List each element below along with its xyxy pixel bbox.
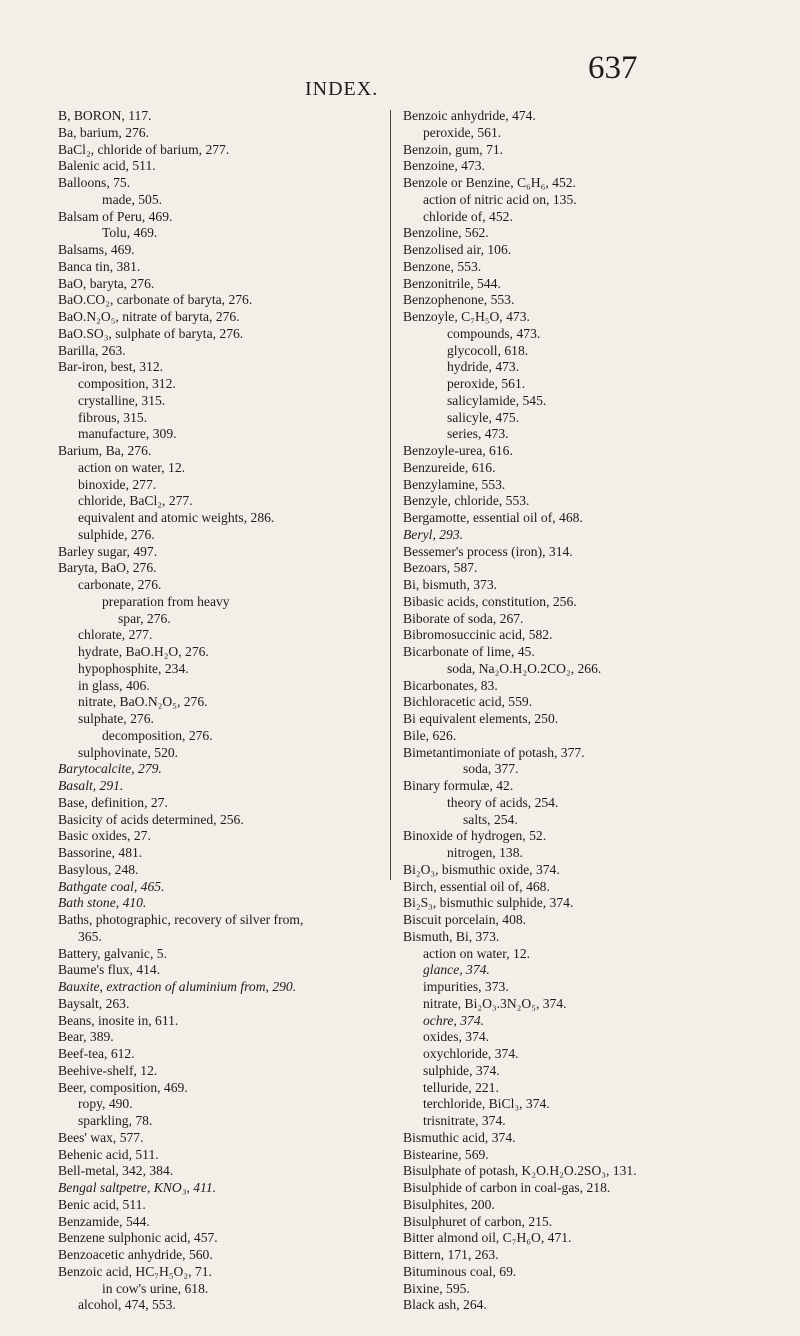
index-entry: compounds, 473. xyxy=(447,325,541,341)
index-entry: Benzone, 553. xyxy=(403,258,482,274)
index-entry: nitrate, BaO.N₂O₅, 276. xyxy=(78,694,208,710)
index-entry: glance, 374. xyxy=(423,962,490,978)
index-entry: chlorate, 277. xyxy=(78,627,153,643)
index-entry: soda, Na₂O.H₂O.2CO₂, 266. xyxy=(447,660,602,676)
index-entry: chloride of, 452. xyxy=(423,208,513,224)
index-entry: Birch, essential oil of, 468. xyxy=(403,878,550,894)
index-entry: Behenic acid, 511. xyxy=(58,1146,159,1162)
index-entry: Benzoacetic anhydride, 560. xyxy=(58,1247,213,1262)
index-entry: Bicarbonate of lime, 45. xyxy=(403,644,535,659)
index-entry: Baume's flux, 414. xyxy=(58,962,161,978)
index-entry: spar, 276. xyxy=(118,610,171,626)
index-entry: terchloride, BiCl₃, 374. xyxy=(423,1096,550,1112)
index-entry: BaCl₂, chloride of barium, 277. xyxy=(58,141,230,157)
index-entry: Bezoars, 587. xyxy=(403,560,478,576)
index-entry: Bi, bismuth, 373. xyxy=(403,577,498,592)
index-entry: Bisulphide of carbon in coal-gas, 218. xyxy=(403,1180,611,1195)
index-entry: Bi equivalent elements, 250. xyxy=(403,711,559,726)
index-entry: Beans, inosite in, 611. xyxy=(58,1012,179,1028)
index-entry: oxides, 374. xyxy=(423,1029,490,1045)
index-entry: hypophosphite, 234. xyxy=(78,660,189,676)
index-entry: theory of acids, 254. xyxy=(447,794,559,810)
index-entry: Bichloracetic acid, 559. xyxy=(403,694,533,710)
index-entry: BaO.CO₂, carbonate of baryta, 276. xyxy=(58,292,253,308)
index-entry: BaO.N₂O₅, nitrate of baryta, 276. xyxy=(58,309,240,324)
index-entry: sulphovinate, 520. xyxy=(78,744,179,760)
index-entry: Benzole or Benzine, C₆H₆, 452. xyxy=(403,175,576,190)
index-entry: fibrous, 315. xyxy=(78,409,148,425)
index-entry: action on water, 12. xyxy=(78,459,186,475)
index-entry: hydrate, BaO.H₂O, 276. xyxy=(78,644,209,659)
index-entry: Bergamotte, essential oil of, 468. xyxy=(403,510,583,525)
index-entry: telluride, 221. xyxy=(423,1079,499,1095)
index-entry: salicylamide, 545. xyxy=(447,392,547,408)
index-entry: nitrate, Bi₂O₃.3N₂O₅, 374. xyxy=(423,995,567,1011)
index-entry: in glass, 406. xyxy=(78,677,150,693)
index-entry: Basalt, 291. xyxy=(58,778,124,793)
index-entry: composition, 312. xyxy=(78,376,176,391)
index-entry: Beryl, 293. xyxy=(403,526,464,542)
index-entry: Bassorine, 481. xyxy=(58,845,143,860)
index-entry: action of nitric acid on, 135. xyxy=(423,191,577,207)
index-entry: Benzolised air, 106. xyxy=(403,242,512,257)
index-column-right xyxy=(403,108,758,1314)
index-entry: Basylous, 248. xyxy=(58,861,139,877)
index-entry: Bistearine, 569. xyxy=(403,1146,489,1162)
index-entry: crystalline, 315. xyxy=(78,392,166,408)
index-entry: Bi₂O₃, bismuthic oxide, 374. xyxy=(403,861,560,877)
index-entry: Benzylamine, 553. xyxy=(403,476,506,492)
index-entry: Bibromosuccinic acid, 582. xyxy=(403,627,553,643)
index-entry: Balloons, 75. xyxy=(58,175,131,190)
page-header xyxy=(0,50,800,110)
index-entry: Bisulphites, 200. xyxy=(403,1196,495,1212)
index-entry: sulphate, 276. xyxy=(78,711,154,726)
index-entry: ropy, 490. xyxy=(78,1096,133,1112)
index-entry: trisnitrate, 374. xyxy=(423,1113,506,1128)
index-entry: Battery, galvanic, 5. xyxy=(58,945,167,961)
index-entry: Bi₂S₃, bismuthic sulphide, 374. xyxy=(403,895,574,911)
index-entry: Bathgate coal, 465. xyxy=(58,878,165,894)
index-entry: action on water, 12. xyxy=(423,945,531,961)
index-entry: Bismuthic acid, 374. xyxy=(403,1129,516,1145)
index-entry: peroxide, 561. xyxy=(447,376,526,391)
index-entry: Balsams, 469. xyxy=(58,242,135,257)
index-entry: Binoxide of hydrogen, 52. xyxy=(403,828,547,844)
index-entry: Baths, photographic, recovery of silver from, xyxy=(58,912,304,927)
index-entry: salts, 254. xyxy=(463,811,518,827)
index-entry: Barytocalcite, 279. xyxy=(58,761,162,777)
index-entry: Benzoin, gum, 71. xyxy=(403,141,504,157)
index-entry: Ba, barium, 276. xyxy=(58,124,149,140)
index-entry: decomposition, 276. xyxy=(102,727,213,743)
index-entry: Beer, composition, 469. xyxy=(58,1079,188,1095)
index-entry: Base, definition, 27. xyxy=(58,794,168,810)
index-entry: manufacture, 309. xyxy=(78,426,177,442)
index-entry: Barilla, 263. xyxy=(58,342,126,358)
page-number: 637 xyxy=(588,50,638,86)
index-entry: Benzoyle, C₇H₅O, 473. xyxy=(403,309,530,324)
index-entry: Barley sugar, 497. xyxy=(58,543,158,559)
index-entry: 365. xyxy=(78,928,102,944)
index-entry: Benzamide, 544. xyxy=(58,1213,150,1229)
index-entry: series, 473. xyxy=(447,426,509,442)
index-entry: binoxide, 277. xyxy=(78,476,157,492)
index-entry: Basicity of acids determined, 256. xyxy=(58,811,244,827)
index-entry: alcohol, 474, 553. xyxy=(78,1297,176,1313)
index-entry: nitrogen, 138. xyxy=(447,845,523,860)
index-entry: Beehive-shelf, 12. xyxy=(58,1062,158,1078)
index-entry: Bismuth, Bi, 373. xyxy=(403,928,500,944)
index-entry: oxychloride, 374. xyxy=(423,1046,519,1061)
index-entry: Benzoyle-urea, 616. xyxy=(403,443,513,458)
index-entry: Tolu, 469. xyxy=(102,225,158,241)
index-entry: made, 505. xyxy=(102,191,163,207)
index-entry: Bisulphuret of carbon, 215. xyxy=(403,1213,553,1229)
index-entry: Baysalt, 263. xyxy=(58,995,130,1011)
index-entry: impurities, 373. xyxy=(423,979,509,994)
index-entry: Benzoine, 473. xyxy=(403,158,485,174)
index-entry: BaO, baryta, 276. xyxy=(58,275,155,291)
index-entry: Biscuit porcelain, 408. xyxy=(403,912,527,927)
index-entry: Bituminous coal, 69. xyxy=(403,1263,517,1279)
index-entry: in cow's urine, 618. xyxy=(102,1280,209,1296)
index-entry: preparation from heavy xyxy=(102,593,230,609)
index-entry: Biborate of soda, 267. xyxy=(403,610,524,626)
index-entry: Bees' wax, 577. xyxy=(58,1129,144,1145)
index-entry: BaO.SO₃, sulphate of baryta, 276. xyxy=(58,325,244,341)
index-entry: Benzureide, 616. xyxy=(403,459,496,475)
index-entry: Banca tin, 381. xyxy=(58,258,141,274)
index-entry: B, BORON, 117. xyxy=(58,108,152,123)
index-entry: sulphide, 276. xyxy=(78,526,155,542)
index-entry: Bibasic acids, constitution, 256. xyxy=(403,593,577,609)
index-column-left xyxy=(58,108,378,1314)
index-entry: Beef-tea, 612. xyxy=(58,1046,135,1061)
index-entry: Bile, 626. xyxy=(403,727,457,743)
index-entry: Bisulphate of potash, K₂O.H₂O.2SO₃, 131. xyxy=(403,1163,637,1179)
index-entry: chloride, BaCl₂, 277. xyxy=(78,493,193,509)
index-entry: Benzoic acid, HC₇H₅O₂, 71. xyxy=(58,1263,212,1279)
index-entry: salicyle, 475. xyxy=(447,409,520,425)
index-entry: Bengal saltpetre, KNO₃, 411. xyxy=(58,1180,217,1195)
index-entry: Bitter almond oil, C₇H₆O, 471. xyxy=(403,1230,572,1246)
index-entry: Binary formulæ, 42. xyxy=(403,778,514,793)
index-entry: Bicarbonates, 83. xyxy=(403,677,498,693)
index-entry: Benzyle, chloride, 553. xyxy=(403,493,530,509)
index-entry: Benzoic anhydride, 474. xyxy=(403,108,536,123)
index-entry: Benzophenone, 553. xyxy=(403,292,515,308)
index-entry: Balenic acid, 511. xyxy=(58,158,156,174)
column-divider xyxy=(390,110,391,880)
index-entry: sulphide, 374. xyxy=(423,1062,500,1078)
index-entry: equivalent and atomic weights, 286. xyxy=(78,510,275,525)
index-entry: Balsam of Peru, 469. xyxy=(58,208,173,224)
index-entry: Bath stone, 410. xyxy=(58,895,147,911)
index-entry: Bauxite, extraction of aluminium from, 290. xyxy=(58,979,297,994)
index-entry: Benic acid, 511. xyxy=(58,1196,146,1212)
index-entry: Bell-metal, 342, 384. xyxy=(58,1163,174,1179)
index-entry: glycocoll, 618. xyxy=(447,342,529,358)
index-entry: peroxide, 561. xyxy=(423,124,502,140)
index-entry: Benzonitrile, 544. xyxy=(403,275,501,291)
index-entry: Benzoline, 562. xyxy=(403,225,489,241)
index-entry: Bear, 389. xyxy=(58,1029,114,1045)
index-entry: Barium, Ba, 276. xyxy=(58,443,152,458)
running-title: INDEX. xyxy=(305,78,379,100)
index-entry: Black ash, 264. xyxy=(403,1297,487,1313)
index-entry: hydride, 473. xyxy=(447,359,520,375)
index-entry: Basic oxides, 27. xyxy=(58,828,151,844)
index-entry: sparkling, 78. xyxy=(78,1113,153,1128)
index-entry: carbonate, 276. xyxy=(78,577,162,592)
index-entry: Baryta, BaO, 276. xyxy=(58,560,157,576)
index-entry: Bixine, 595. xyxy=(403,1280,470,1296)
index-entry: Bittern, 171, 263. xyxy=(403,1247,499,1262)
index-entry: soda, 377. xyxy=(463,761,519,777)
index-entry: ochre, 374. xyxy=(423,1012,485,1028)
index-entry: Bar-iron, best, 312. xyxy=(58,359,164,375)
index-entry: Bimetantimoniate of potash, 377. xyxy=(403,744,585,760)
index-entry: Bessemer's process (iron), 314. xyxy=(403,543,573,559)
index-entry: Benzene sulphonic acid, 457. xyxy=(58,1230,218,1246)
